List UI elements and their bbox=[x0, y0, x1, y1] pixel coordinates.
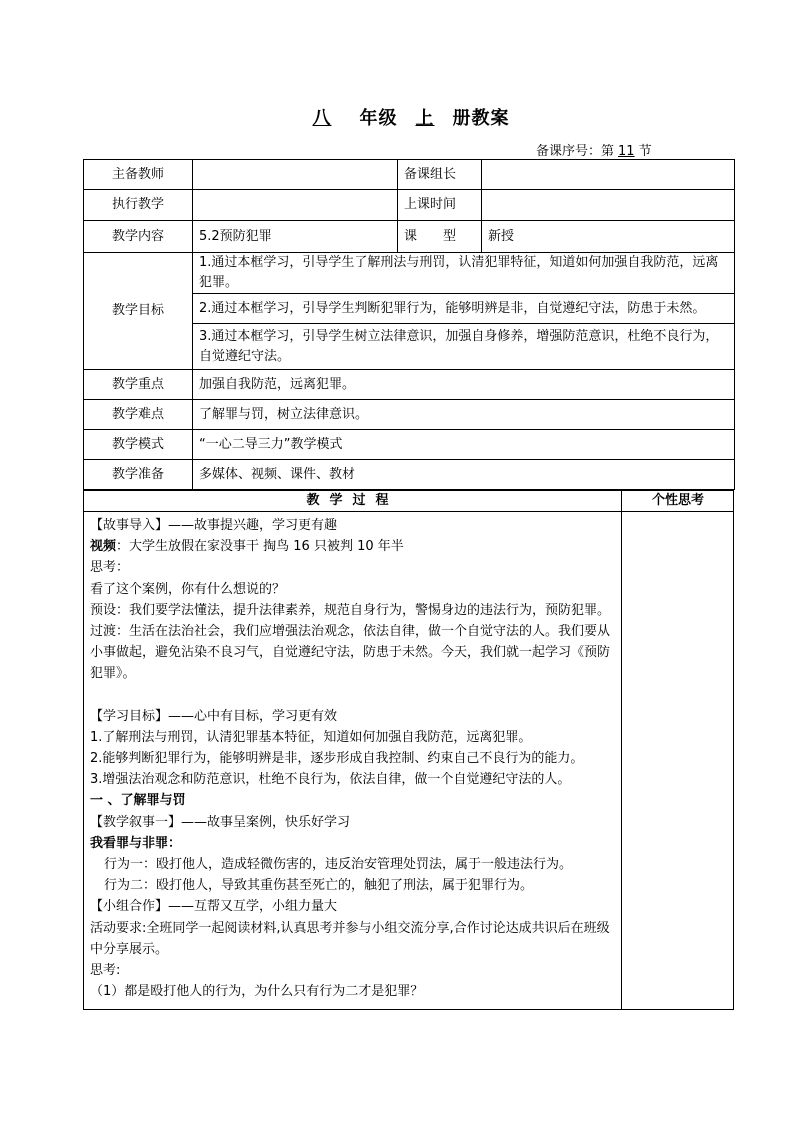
video-line bbox=[90, 536, 616, 557]
info-row-goal-1 bbox=[84, 253, 735, 294]
title-suffix: 册教案 bbox=[452, 108, 510, 129]
learning-goal-heading: 【学习目标】——心中有目标，学习更有效 bbox=[90, 708, 338, 724]
lead-teacher-label: 主备教师 bbox=[84, 160, 193, 190]
info-row-difficulty bbox=[84, 400, 735, 430]
think-label-1: 思考： bbox=[90, 560, 130, 576]
difficulty-label: 教学难点 bbox=[84, 400, 193, 430]
judge-title: 我看罪与非罪： bbox=[90, 835, 182, 851]
goals-label: 教学目标 bbox=[84, 253, 193, 370]
content-label: 教学内容 bbox=[84, 221, 193, 253]
process-column-header: 教学过程 bbox=[306, 493, 399, 508]
process-header-row bbox=[84, 491, 733, 512]
info-row-teachers bbox=[84, 160, 735, 190]
question-1: 看了这个案例，你有什么想说的？ bbox=[90, 581, 286, 597]
group-leader-label: 备课组长 bbox=[398, 160, 482, 190]
video-text: ：大学生放假在家没事干 掏鸟 16 只被判 10 年半 bbox=[116, 539, 404, 555]
story-1-heading: 【教学叙事一】——故事呈案例，快乐好学习 bbox=[90, 814, 351, 830]
behavior-2: 行为二：殴打他人，导致其重伤甚至死亡的，触犯了刑法，属于犯罪行为。 bbox=[104, 878, 534, 894]
term-value: 上 bbox=[415, 108, 435, 129]
process-content bbox=[90, 515, 616, 1002]
serial-number: 11 bbox=[618, 144, 635, 159]
exec-teacher-field[interactable] bbox=[193, 190, 398, 221]
section-heading-1: 一 、了解罪与罚 bbox=[90, 793, 186, 809]
exec-teacher-label: 执行教学 bbox=[84, 190, 193, 221]
content-value: 5.2预防犯罪 bbox=[193, 221, 398, 253]
learning-goal-2: 2.能够判断犯罪行为，能够明辨是非，逐步形成自我控制、约束自己不良行为的能力。 bbox=[90, 751, 584, 767]
info-row-prep bbox=[84, 460, 735, 490]
info-row-key bbox=[84, 370, 735, 400]
serial-label: 备课序号：第 bbox=[536, 144, 615, 159]
mode-label: 教学模式 bbox=[84, 430, 193, 460]
prep-value: 多媒体、视频、课件、教材 bbox=[193, 460, 735, 490]
key-label: 教学重点 bbox=[84, 370, 193, 400]
info-row-execution bbox=[84, 190, 735, 221]
difficulty-value: 了解罪与罚，树立法律意识。 bbox=[193, 400, 735, 430]
teaching-process-table bbox=[83, 490, 734, 1010]
grade-suffix: 年级 bbox=[359, 108, 398, 129]
serial-suffix: 节 bbox=[638, 144, 652, 159]
think-label-2: 思考: bbox=[90, 963, 121, 979]
preset-answer: 预设：我们要学法懂法，提升法律素养，规范自身行为，警惕身边的违法行为，预防犯罪。 bbox=[90, 602, 611, 618]
behavior-1: 行为一：殴打他人，造成轻微伤害的，违反治安管理处罚法，属于一般违法行为。 bbox=[104, 857, 573, 873]
transition-text: 过渡：生活在法治社会，我们应增强法治观念，依法自律，做一个自觉守法的人。我们要从小事做起，避免沾染不良习气，自觉遵纪守法，防患于未然。今天，我们就一起学习《预防犯罪》。 bbox=[90, 624, 611, 682]
class-time-field[interactable] bbox=[482, 190, 735, 221]
info-row-content bbox=[84, 221, 735, 253]
mode-value: “一心二导三力”教学模式 bbox=[193, 430, 735, 460]
type-label: 课 型 bbox=[398, 221, 482, 253]
question-2: （1）都是殴打他人的行为，为什么只有行为二才是犯罪？ bbox=[90, 984, 424, 1000]
lesson-info-table bbox=[83, 159, 735, 490]
column-divider bbox=[621, 491, 622, 1009]
info-row-mode bbox=[84, 430, 735, 460]
goal-item-1: 1.通过本框学习，引导学生了解刑法与刑罚，认清犯罪特征，知道如何加强自我防范，远离犯罪。 bbox=[193, 253, 735, 294]
story-intro-heading: 【故事导入】——故事提兴趣，学习更有趣 bbox=[90, 518, 338, 533]
prep-label: 教学准备 bbox=[84, 460, 193, 490]
key-value: 加强自我防范，远离犯罪。 bbox=[193, 370, 735, 400]
type-value: 新授 bbox=[482, 221, 735, 253]
page-title bbox=[0, 104, 794, 130]
class-time-label: 上课时间 bbox=[398, 190, 482, 221]
learning-goal-1: 1.了解刑法与刑罚，认清犯罪基本特征，知道如何加强自我防范，远离犯罪。 bbox=[90, 729, 532, 745]
lesson-serial bbox=[536, 140, 652, 159]
group-work-heading: 【小组合作】——互帮又互学，小组力量大 bbox=[90, 899, 338, 915]
video-label: 视频 bbox=[90, 539, 117, 555]
lead-teacher-field[interactable] bbox=[193, 160, 398, 190]
learning-goal-3: 3.增强法治观念和防范意识，杜绝不良行为，依法自律，做一个自觉遵纪守法的人。 bbox=[90, 772, 571, 788]
grade-value: 八 bbox=[312, 108, 332, 129]
goal-item-2: 2.通过本框学习，引导学生判断犯罪行为，能够明辨是非，自觉遵纪守法，防患于未然。 bbox=[193, 294, 735, 324]
group-leader-field[interactable] bbox=[482, 160, 735, 190]
spacer bbox=[90, 685, 616, 706]
activity-requirement: 活动要求:全班同学一起阅读材料,认真思考并参与小组交流分享,合作讨论达成共识后在班级中分享展示。 bbox=[90, 920, 610, 957]
reflection-column-header: 个性思考 bbox=[651, 493, 704, 508]
goal-item-3: 3.通过本框学习，引导学生树立法律意识，加强自身修养，增强防范意识，杜绝不良行为，自觉遵纪守法。 bbox=[193, 324, 735, 370]
